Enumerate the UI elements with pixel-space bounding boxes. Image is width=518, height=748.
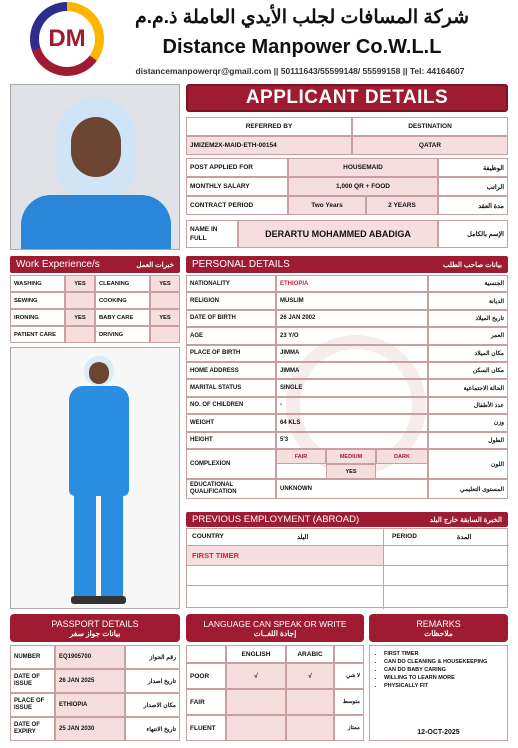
work-skill-value — [150, 292, 180, 309]
remark-item: • FIRST TIMER — [384, 650, 507, 658]
passport-field-value: 25 JAN 2030 — [55, 717, 125, 741]
destination-value: QATAR — [352, 136, 508, 155]
language-table — [186, 645, 364, 741]
education-value: UNKNOWN — [276, 479, 428, 499]
applicant-photo — [10, 84, 180, 250]
complexion-medium: MEDIUM — [326, 449, 376, 464]
lang-english-header: ENGLISH — [226, 645, 286, 663]
work-skill-value — [150, 326, 180, 343]
remarks-box — [369, 645, 508, 741]
referred-label: REFERRED BY — [186, 117, 352, 136]
complexion-fair: FAIR — [276, 449, 326, 464]
country-label: COUNTRY — [192, 533, 224, 540]
personal-field-value: 5'3 — [276, 432, 428, 449]
work-skill-label: SEWING — [10, 292, 65, 309]
personal-field-value: 23 Y/O — [276, 327, 428, 344]
destination-label: DESTINATION — [352, 117, 508, 136]
company-logo — [30, 2, 104, 76]
country-ar: البلد — [297, 534, 309, 541]
contract-value-1: Two Years — [288, 196, 366, 215]
personal-details-table — [186, 275, 508, 505]
lang-arabic-check — [286, 689, 334, 715]
remark-item: • CAN DO CLEANING & HOUSEKEEPING — [384, 658, 507, 666]
work-experience-header: Work Experience/s خبرات العمل — [10, 256, 180, 273]
period-ar: المدة — [457, 534, 472, 541]
post-label: POST APPLIED FOR — [186, 158, 288, 177]
name-label: NAME IN FULL — [186, 220, 238, 248]
complexion-label: COMPLEXION — [186, 449, 276, 479]
work-skill-value — [65, 292, 95, 309]
lang-english-check: √ — [226, 663, 286, 689]
work-skill-value: YES — [65, 275, 95, 292]
lang-level-ar: ممتاز — [334, 715, 364, 741]
personal-field-label: NATIONALITY — [186, 275, 276, 292]
logo-text: DM — [39, 11, 95, 67]
contact-info: distancemanpowerqr@gmail.com || 50111643/55599148/ 55599158 || Tel: 44164607 — [135, 66, 465, 76]
lang-level-label: POOR — [186, 663, 226, 689]
complexion-dark: DARK — [376, 449, 428, 464]
personal-field-value: JIMMA — [276, 345, 428, 362]
work-skill-label: COOKING — [95, 292, 150, 309]
personal-field-ar: الجنسية — [428, 275, 508, 292]
personal-field-ar: مكان الميلاد — [428, 345, 508, 362]
name-ar: الإسم بالكامل — [438, 220, 508, 248]
salary-ar: الراتب — [438, 177, 508, 196]
personal-field-ar: الطول — [428, 432, 508, 449]
remark-item: • WILLING TO LEARN MORE — [384, 674, 507, 682]
work-skill-value: YES — [65, 309, 95, 326]
personal-field-ar: مكان السكن — [428, 362, 508, 379]
personal-field-ar: تاريخ الميلاد — [428, 310, 508, 327]
applicant-full-photo — [10, 347, 180, 609]
personal-field-value: - — [276, 397, 428, 414]
lang-english-check — [226, 689, 286, 715]
lang-level-label: FAIR — [186, 689, 226, 715]
name-value: DERARTU MOHAMMED ABADIGA — [238, 220, 438, 248]
complexion-ar: اللون — [428, 449, 508, 479]
personal-field-label: RELIGION — [186, 292, 276, 309]
passport-field-label: PLACE OF ISSUE — [10, 693, 55, 717]
education-ar: المستوى التعليمي — [428, 479, 508, 499]
personal-field-ar: وزن — [428, 414, 508, 431]
work-skill-label: BABY CARE — [95, 309, 150, 326]
passport-field-label: NUMBER — [10, 645, 55, 669]
passport-field-ar: تاريخ اصدار — [125, 669, 180, 693]
personal-field-label: HEIGHT — [186, 432, 276, 449]
work-skill-value: YES — [150, 309, 180, 326]
personal-field-value: SINGLE — [276, 379, 428, 396]
lang-arabic-check — [286, 715, 334, 741]
personal-field-value: JIMMA — [276, 362, 428, 379]
personal-field-label: MARITAL STATUS — [186, 379, 276, 396]
passport-field-label: DATE OF ISSUE — [10, 669, 55, 693]
personal-field-ar: العمر — [428, 327, 508, 344]
previous-employment-table — [186, 528, 508, 608]
lang-arabic-header: ARABIC — [286, 645, 334, 663]
work-skill-label: IRONING — [10, 309, 65, 326]
personal-field-label: WEIGHT — [186, 414, 276, 431]
lang-english-check — [226, 715, 286, 741]
remark-item: • CAN DO BABY CARING — [384, 666, 507, 674]
passport-field-value: 26 JAN 2025 — [55, 669, 125, 693]
passport-field-value: ETHIOPIA — [55, 693, 125, 717]
personal-field-label: DATE OF BIRTH — [186, 310, 276, 327]
personal-field-label: AGE — [186, 327, 276, 344]
personal-field-value: 64 KLS — [276, 414, 428, 431]
company-name-arabic: شركة المسافات لجلب الأيدي العاملة ذ.م.م — [134, 7, 470, 28]
personal-field-label: HOME ADDRESS — [186, 362, 276, 379]
work-skill-label: PATIENT CARE — [10, 326, 65, 343]
lang-corner — [186, 645, 226, 663]
lang-level-ar: متوسط — [334, 689, 364, 715]
personal-field-label: NO. OF CHILDREN — [186, 397, 276, 414]
remarks-header: REMARKS ملاحظات — [369, 614, 508, 642]
work-skill-label: WASHING — [10, 275, 65, 292]
work-skill-value: YES — [150, 275, 180, 292]
salary-value: 1,000 QR + FOOD — [288, 177, 438, 196]
personal-field-value: 26 JAN 2002 — [276, 310, 428, 327]
work-experience-table — [10, 275, 180, 343]
complexion-selected: YES — [326, 464, 376, 479]
passport-field-ar: تاريخ الانتهاء — [125, 717, 180, 741]
personal-field-value: ETHIOPIA — [276, 275, 428, 292]
personal-field-ar: الديانة — [428, 292, 508, 309]
personal-field-ar: عدد الأطفال — [428, 397, 508, 414]
referred-value: JMIZEM2X-MAID-ETH-00154 — [186, 136, 352, 155]
page-title: APPLICANT DETAILS — [186, 84, 508, 112]
work-skill-label: DRIVING — [95, 326, 150, 343]
lang-level-ar: لا شي — [334, 663, 364, 689]
lang-level-label: FLUENT — [186, 715, 226, 741]
salary-label: MONTHLY SALARY — [186, 177, 288, 196]
remarks-list — [370, 650, 507, 690]
work-skill-label: CLEANING — [95, 275, 150, 292]
personal-field-ar: الحالة الاجتماعية — [428, 379, 508, 396]
passport-header: PASSPORT DETAILS بيانات جواز سفر — [10, 614, 180, 642]
language-header: LANGUAGE CAN SPEAK OR WRITE إجادة اللغــات — [186, 614, 364, 642]
previous-employment-header: PREVIOUS EMPLOYMENT (ABROAD) الخبرة السابقة خارج البلد — [186, 512, 508, 527]
education-label: EDUCATIONAL QUALIFICATION — [186, 479, 276, 499]
contract-label: CONTRACT PERIOD — [186, 196, 288, 215]
company-name-english: Distance Manpower Co.W.L.L — [162, 36, 442, 58]
contract-ar: مدة العقد — [438, 196, 508, 215]
passport-field-value: EQ1905700 — [55, 645, 125, 669]
contract-value-2: 2 YEARS — [366, 196, 438, 215]
post-value: HOUSEMAID — [288, 158, 438, 177]
passport-field-label: DATE OF EXPIRY — [10, 717, 55, 741]
passport-field-ar: رقم الجواز — [125, 645, 180, 669]
personal-field-label: PLACE OF BIRTH — [186, 345, 276, 362]
passport-field-ar: مكان الاصدار — [125, 693, 180, 717]
lang-corner-ar — [334, 645, 364, 663]
post-ar: الوظيفة — [438, 158, 508, 177]
personal-details-header: PERSONAL DETAILS بيانات صاحب الطلب — [186, 256, 508, 273]
passport-table — [10, 645, 180, 741]
lang-arabic-check: √ — [286, 663, 334, 689]
first-timer-label: FIRST TIMER — [192, 551, 240, 560]
work-skill-value — [65, 326, 95, 343]
remark-item: • PHYSICALLY FIT — [384, 682, 507, 690]
period-label: PERIOD — [392, 533, 417, 540]
personal-field-value: MUSLIM — [276, 292, 428, 309]
remarks-date: 12-OCT-2025 — [417, 729, 460, 736]
